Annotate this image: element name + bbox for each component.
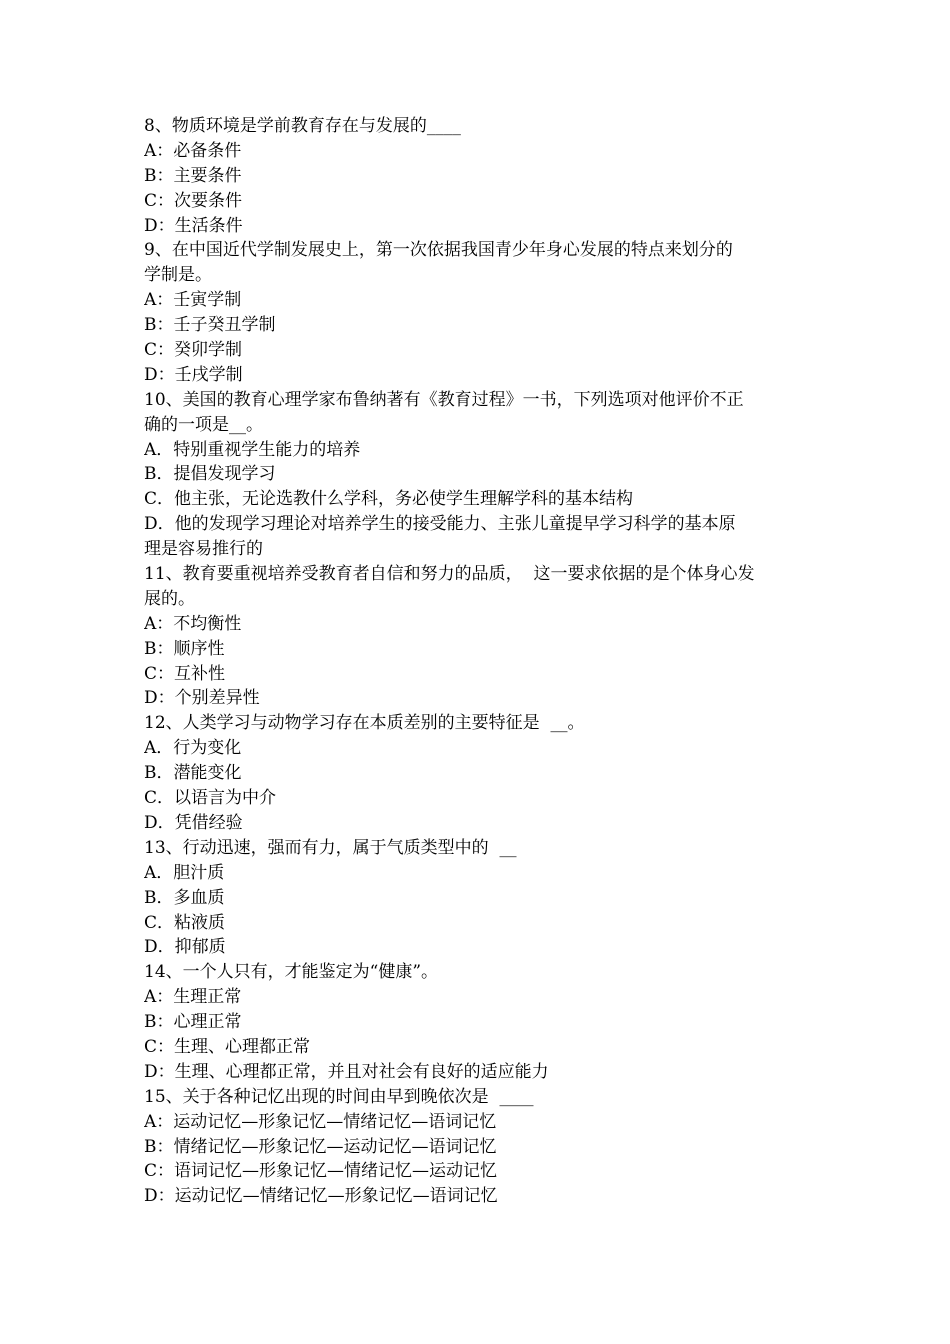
question-10-option-b: B．提倡发现学习 [144,464,276,485]
question-13-option-a: A．胆汁质 [144,862,225,883]
question-8-option-a: A：必备条件 [144,140,242,161]
question-11-option-a: A：不均衡性 [144,613,242,634]
question-9-option-b: B：壬子癸丑学制 [144,315,276,336]
question-11-stem: 11、教育要重视培养受教育者自信和努力的品质， 这一要求依据的是个体身心发 [144,564,755,585]
question-11-stem-continued: 展的。 [144,588,195,609]
question-10-option-d-continued: 理是容易推行的 [144,539,263,560]
question-9-option-a: A：壬寅学制 [144,290,242,311]
question-15-option-a: A：运动记忆—形象记忆—情绪记忆—语词记忆 [144,1111,497,1132]
question-10-stem: 10、美国的教育心理学家布鲁纳著有《教育过程》一书，下列选项对他评价不正 [144,389,744,410]
question-12-option-a: A．行为变化 [144,738,242,759]
question-14-stem: 14、一个人只有，才能鉴定为“健康”。 [144,962,439,983]
question-8-option-d: D：生活条件 [144,215,243,236]
question-10-option-d: D．他的发现学习理论对培养学生的接受能力、主张儿童提早学习科学的基本原 [144,514,736,535]
question-11-option-b: B：顺序性 [144,638,225,659]
question-15-stem: 15、关于各种记忆出现的时间由早到晚依次是 ____ [144,1086,534,1107]
question-10-stem-continued: 确的一项是__。 [144,414,263,435]
question-9-option-c: C：癸卯学制 [144,340,243,361]
question-list [144,114,810,1209]
question-12-option-d: D．凭借经验 [144,812,243,833]
question-15-option-b: B：情绪记忆—形象记忆—运动记忆—语词记忆 [144,1136,497,1157]
question-14-option-d: D：生理、心理都正常，并且对社会有良好的适应能力 [144,1061,549,1082]
question-8-option-c: C：次要条件 [144,190,243,211]
question-14-option-b: B：心理正常 [144,1012,242,1033]
question-9-option-d: D：壬戌学制 [144,364,243,385]
question-12-option-b: B．潜能变化 [144,763,242,784]
question-13-option-c: C．粘液质 [144,912,226,933]
question-11-option-d: D：个别差异性 [144,688,260,709]
question-11-option-c: C：互补性 [144,663,226,684]
question-9-stem: 9、在中国近代学制发展史上，第一次依据我国青少年身心发展的特点来划分的 [144,240,733,261]
question-14-option-c: C：生理、心理都正常 [144,1036,311,1057]
question-9-stem-continued: 学制是。 [144,265,212,286]
question-12-option-c: C．以语言为中介 [144,788,277,809]
question-10-option-c: C．他主张，无论选教什么学科，务必使学生理解学科的基本结构 [144,489,634,510]
question-13-option-b: B．多血质 [144,887,225,908]
question-15-option-d: D：运动记忆—情绪记忆—形象记忆—语词记忆 [144,1186,498,1207]
question-8-stem: 8、物质环境是学前教育存在与发展的____ [144,116,461,136]
question-8-option-b: B：主要条件 [144,165,242,186]
question-15-option-c: C：语词记忆—形象记忆—情绪记忆—运动记忆 [144,1161,498,1182]
question-12-stem: 12、人类学习与动物学习存在本质差别的主要特征是 __。 [144,713,585,734]
question-13-option-d: D．抑郁质 [144,937,226,958]
question-10-option-a: A．特别重视学生能力的培养 [144,439,361,460]
question-14-option-a: A：生理正常 [144,987,242,1008]
question-13-stem: 13、行动迅速，强而有力，属于气质类型中的 __ [144,837,517,858]
